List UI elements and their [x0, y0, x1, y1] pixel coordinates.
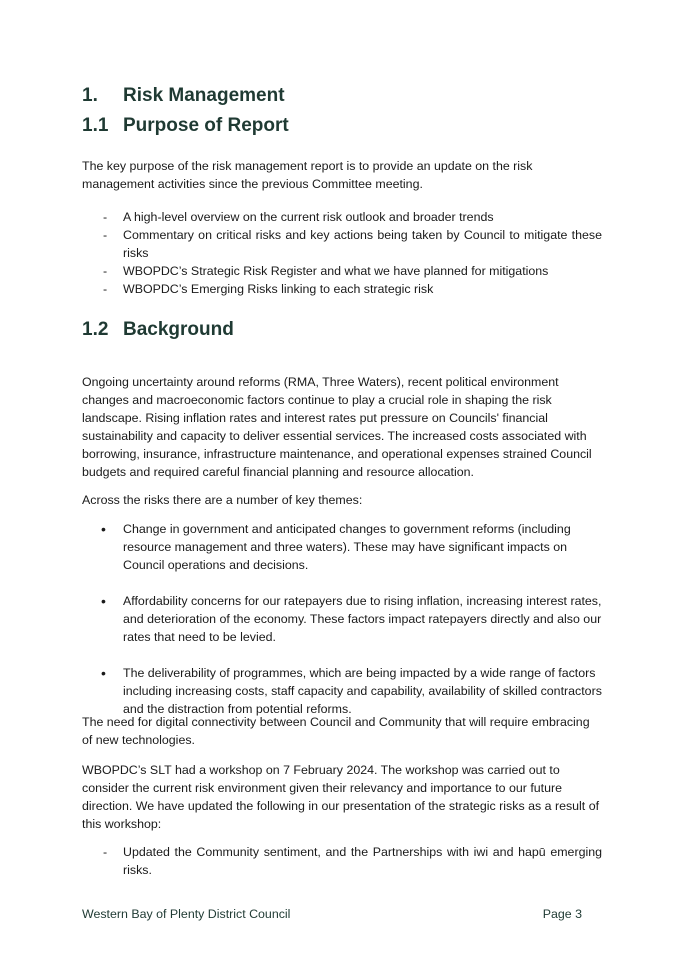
list-item: - WBOPDC’s Strategic Risk Register and what we have planned for mitigations — [103, 264, 549, 278]
digital-paragraph: The need for digital connectivity between Council and Community that will require embracing of new technologies. — [82, 715, 590, 747]
section-heading-purpose: 1.1 Purpose of Report — [82, 115, 289, 136]
purpose-list — [82, 208, 602, 298]
list-item: - A high-level overview on the current risk outlook and broader trends — [103, 210, 494, 224]
footer-org-name: Western Bay of Plenty District Council — [82, 907, 291, 921]
list-item: - Updated the Community sentiment, and the Partnerships with iwi and hapū emerging risks. — [103, 845, 602, 877]
themes-list — [82, 520, 602, 718]
page-footer — [82, 907, 582, 921]
list-item: - WBOPDC’s Emerging Risks linking to each strategic risk — [103, 282, 434, 296]
section-heading-risk-management: 1. Risk Management — [82, 85, 285, 106]
background-paragraph: Ongoing uncertainty around reforms (RMA, Three Waters), recent political environment changes and macroeconomic factors continue to play a crucial role in shaping the risk landscape. Rising inflation rates and interest rates put pressure on Councils' financial sustainability and capacity to deliver essential services. The increased costs associated with borrowing, insurance, infrastructure maintenance, and operational expenses strained Council budgets and required careful financial planning and resource allocation. — [82, 375, 592, 479]
list-item: • Change in government and anticipated changes to government reforms (including resource management and three waters). These may have significant impacts on Council operations and decisions. — [101, 521, 571, 572]
page-number: Page 3 — [542, 907, 582, 921]
list-item: • Affordability concerns for our ratepayers due to rising inflation, increasing interest rates, and deterioration of the economy. These factors impact ratepayers directly and also our rates that need to be levied. — [101, 593, 602, 644]
list-item: • The deliverability of programmes, which are being impacted by a wide range of factors including increasing costs, staff capacity and capability, availability of skilled contractors and the distraction from potential reforms. — [101, 665, 602, 716]
purpose-paragraph: The key purpose of the risk management report is to provide an update on the risk management activities since the previous Committee meeting. — [82, 159, 533, 191]
list-item: - Commentary on critical risks and key actions being taken by Council to mitigate these risks — [103, 228, 602, 260]
workshop-paragraph: WBOPDC’s SLT had a workshop on 7 February 2024. The workshop was carried out to consider the current risk environment given their relevancy and importance to our future direction. We have updated the following in our presentation of the strategic risks as a result of this workshop: — [82, 763, 600, 831]
section-heading-background: 1.2 Background — [82, 319, 234, 340]
themes-intro: Across the risks there are a number of key themes: — [82, 493, 363, 507]
workshop-list — [82, 843, 602, 879]
